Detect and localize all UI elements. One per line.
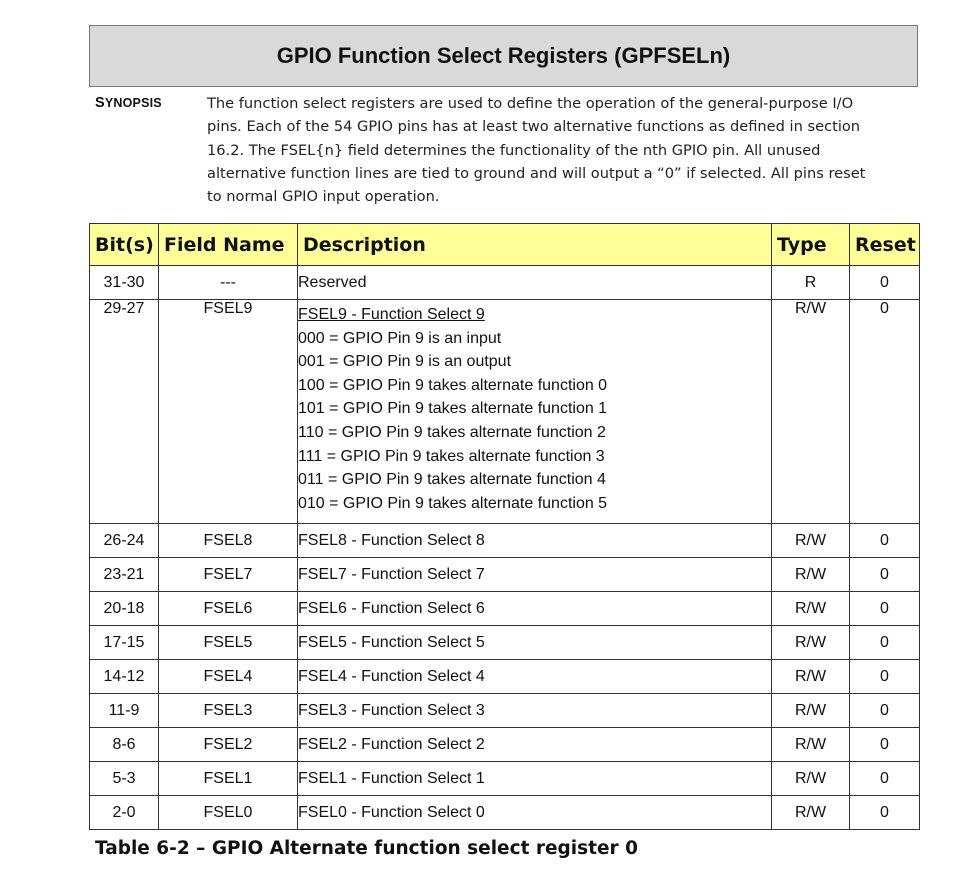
cell-field: FSEL1 xyxy=(159,762,298,796)
cell-bits: 26-24 xyxy=(90,524,159,558)
cell-description xyxy=(298,300,772,524)
synopsis-label-rest: YNOPSIS xyxy=(104,96,162,110)
cell-reset: 0 xyxy=(850,266,920,300)
cell-description: FSEL8 - Function Select 8 xyxy=(298,524,772,558)
header-bits: Bit(s) xyxy=(90,224,159,266)
cell-field: FSEL3 xyxy=(159,694,298,728)
cell-bits: 29-27 xyxy=(90,300,159,524)
cell-field: FSEL9 xyxy=(159,300,298,524)
synopsis-line: The function select registers are used to define the operation of the general-purpose I/O xyxy=(207,95,854,112)
cell-description: FSEL7 - Function Select 7 xyxy=(298,558,772,592)
cell-reset: 0 xyxy=(850,796,920,830)
table-row xyxy=(90,694,920,728)
cell-type: R/W xyxy=(772,660,850,694)
table-row xyxy=(90,762,920,796)
cell-reset: 0 xyxy=(850,660,920,694)
cell-bits: 31-30 xyxy=(90,266,159,300)
cell-description: FSEL5 - Function Select 5 xyxy=(298,626,772,660)
fsel9-option: 101 = GPIO Pin 9 takes alternate function 1 xyxy=(298,400,608,418)
cell-reset: 0 xyxy=(850,300,920,524)
table-row xyxy=(90,660,920,694)
cell-description: FSEL3 - Function Select 3 xyxy=(298,694,772,728)
cell-type: R/W xyxy=(772,796,850,830)
cell-type: R xyxy=(772,266,850,300)
cell-type: R/W xyxy=(772,728,850,762)
cell-description: FSEL2 - Function Select 2 xyxy=(298,728,772,762)
synopsis-line: alternative function lines are tied to ground and will output a “0” if selected. All pins reset xyxy=(207,164,866,182)
cell-reset: 0 xyxy=(850,558,920,592)
table-row xyxy=(90,626,920,660)
synopsis-line: to normal GPIO input operation. xyxy=(207,188,440,206)
cell-reset: 0 xyxy=(850,592,920,626)
cell-field: FSEL6 xyxy=(159,592,298,626)
cell-description: FSEL6 - Function Select 6 xyxy=(298,592,772,626)
cell-type: R/W xyxy=(772,626,850,660)
header-reset: Reset xyxy=(850,224,920,266)
cell-reset: 0 xyxy=(850,524,920,558)
cell-type: R/W xyxy=(772,300,850,524)
fsel9-option: 111 = GPIO Pin 9 takes alternate function 3 xyxy=(298,447,605,465)
cell-bits: 20-18 xyxy=(90,592,159,626)
fsel9-option: 011 = GPIO Pin 9 takes alternate function 4 xyxy=(298,471,606,489)
cell-field: --- xyxy=(159,266,298,300)
cell-field: FSEL4 xyxy=(159,660,298,694)
cell-type: R/W xyxy=(772,762,850,796)
fsel9-option: 010 = GPIO Pin 9 takes alternate function 5 xyxy=(298,494,608,512)
fsel9-option: 000 = GPIO Pin 9 is an input xyxy=(298,329,502,347)
table-row xyxy=(90,592,920,626)
cell-bits: 2-0 xyxy=(90,796,159,830)
cell-reset: 0 xyxy=(850,762,920,796)
section-title: GPIO Function Select Registers (GPFSELn) xyxy=(89,25,918,87)
cell-bits: 11-9 xyxy=(90,694,159,728)
header-type: Type xyxy=(772,224,850,266)
cell-description: FSEL4 - Function Select 4 xyxy=(298,660,772,694)
header-field-name: Field Name xyxy=(159,224,298,266)
synopsis-line: pins. Each of the 54 GPIO pins has at least two alternative functions as defined in section xyxy=(207,118,861,136)
cell-field: FSEL0 xyxy=(159,796,298,830)
cell-reset: 0 xyxy=(850,694,920,728)
cell-reset: 0 xyxy=(850,728,920,762)
cell-field: FSEL5 xyxy=(159,626,298,660)
synopsis-text xyxy=(207,92,919,208)
cell-type: R/W xyxy=(772,524,850,558)
cell-type: R/W xyxy=(772,592,850,626)
table-row xyxy=(90,266,920,300)
fsel9-option: 110 = GPIO Pin 9 takes alternate function 2 xyxy=(298,423,606,441)
table-caption: Table 6-2 – GPIO Alternate function select register 0 xyxy=(95,838,638,859)
cell-description: FSEL0 - Function Select 0 xyxy=(298,796,772,830)
cell-field: FSEL8 xyxy=(159,524,298,558)
header-description: Description xyxy=(298,224,772,266)
register-table xyxy=(89,223,920,830)
cell-field: FSEL2 xyxy=(159,728,298,762)
cell-bits: 23-21 xyxy=(90,558,159,592)
table-row xyxy=(90,300,920,524)
cell-type: R/W xyxy=(772,694,850,728)
cell-bits: 8-6 xyxy=(90,728,159,762)
cell-description: FSEL1 - Function Select 1 xyxy=(298,762,772,796)
cell-bits: 14-12 xyxy=(90,660,159,694)
cell-field: FSEL7 xyxy=(159,558,298,592)
table-row xyxy=(90,728,920,762)
table-row xyxy=(90,796,920,830)
fsel9-option: 100 = GPIO Pin 9 takes alternate function 0 xyxy=(298,376,608,394)
synopsis-label-initial: S xyxy=(95,95,105,111)
table-row xyxy=(90,558,920,592)
fsel9-title: FSEL9 - Function Select 9 xyxy=(298,306,485,323)
synopsis-label xyxy=(95,95,162,111)
table-row xyxy=(90,524,920,558)
cell-type: R/W xyxy=(772,558,850,592)
cell-description: Reserved xyxy=(298,266,772,300)
cell-reset: 0 xyxy=(850,626,920,660)
table-header-row xyxy=(90,224,920,266)
synopsis-line: 16.2. The FSEL{n} field determines the functionality of the nth GPIO pin. All unused xyxy=(207,141,821,159)
cell-bits: 17-15 xyxy=(90,626,159,660)
cell-bits: 5-3 xyxy=(90,762,159,796)
fsel9-option: 001 = GPIO Pin 9 is an output xyxy=(298,353,512,371)
